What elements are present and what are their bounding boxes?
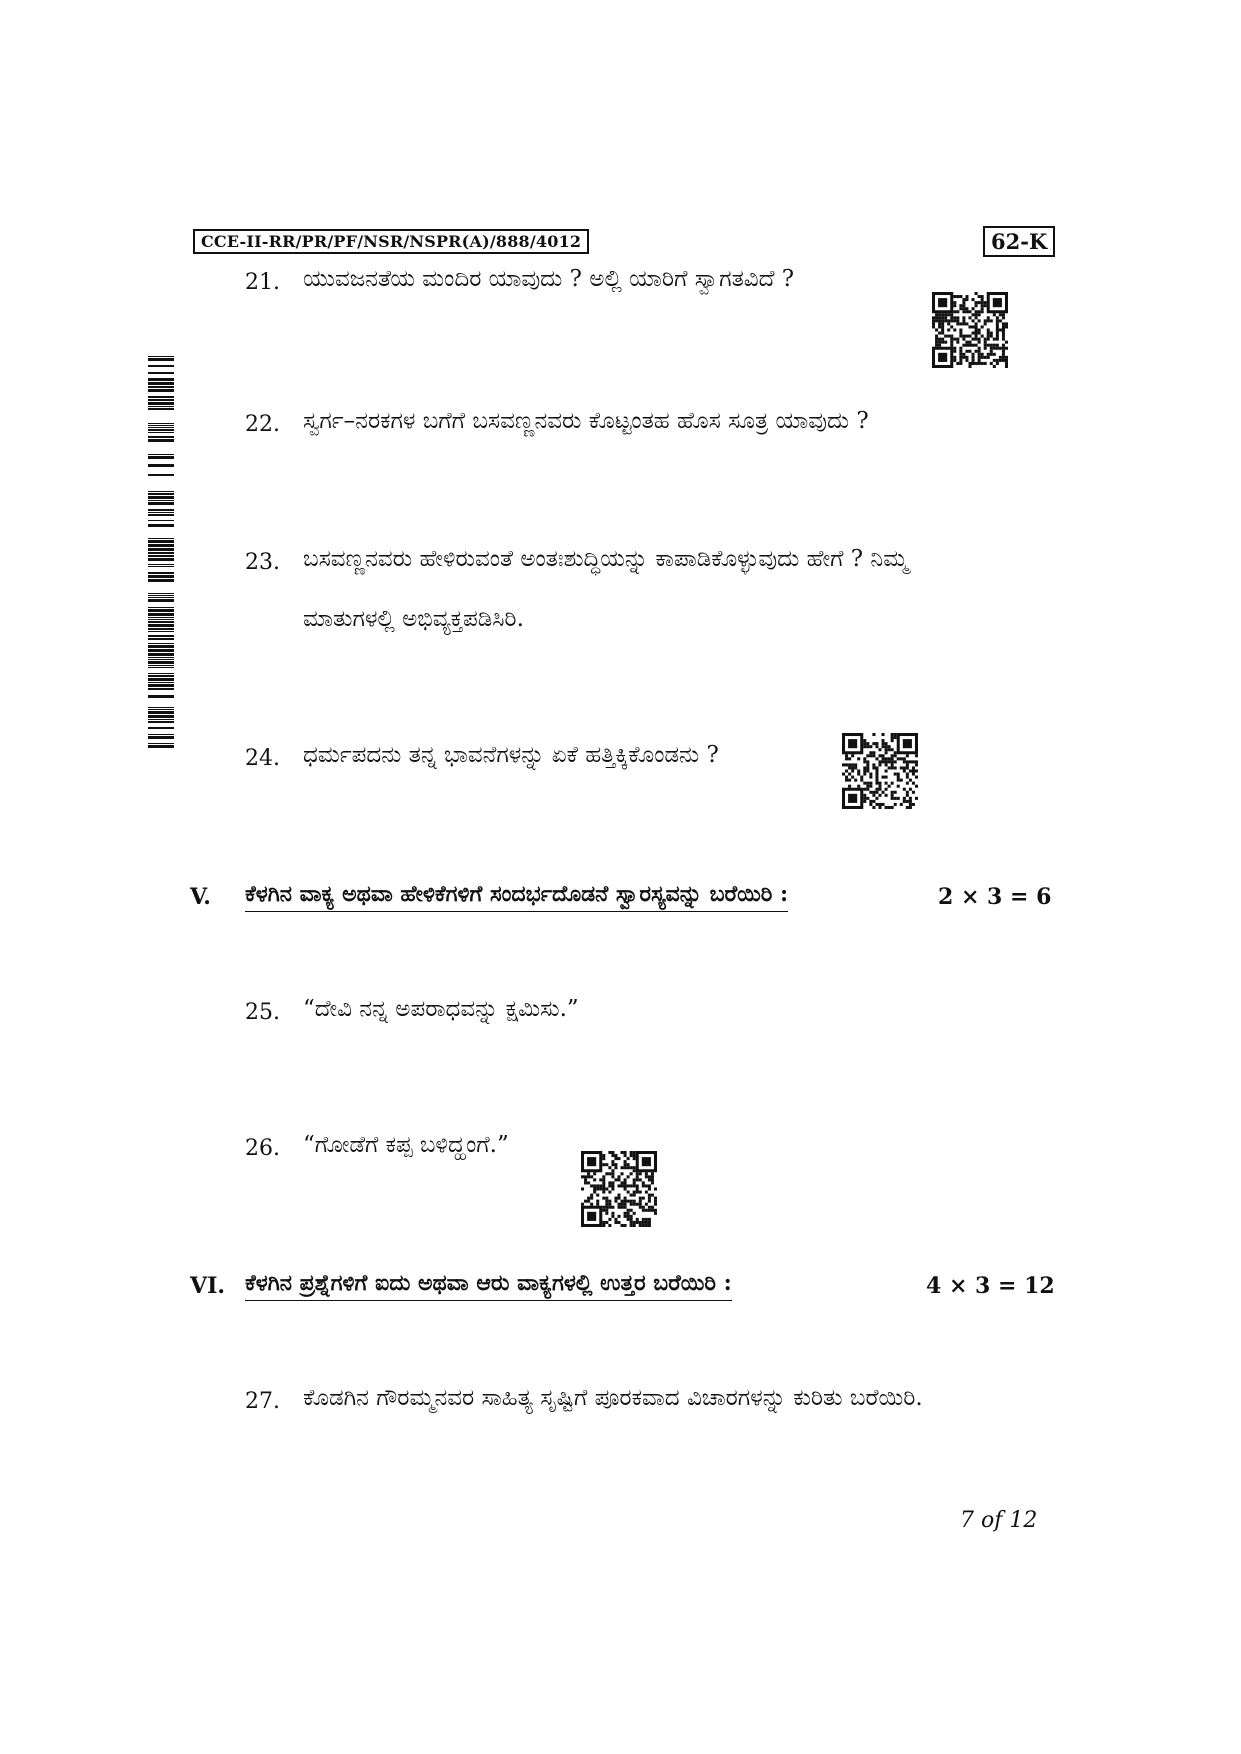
section-instruction: ಕೆಳಗಿನ ಪ್ರಶ್ನೆಗಳಿಗೆ ಐದು ಅಥವಾ ಆರು ವಾಕ್ಯಗಳಲ್ಲಿ ಉತ್ತರ ಬರೆಯಿರಿ : xyxy=(245,1270,732,1301)
question-number: 22. xyxy=(245,412,280,437)
question-text: ಧರ್ಮಪದನು ತನ್ನ ಭಾವನೆಗಳನ್ನು ಏಕೆ ಹತ್ತಿಕ್ಕಿಕೊಂಡನು ? xyxy=(303,742,719,768)
qr-code-icon xyxy=(932,292,1008,368)
question-text: ಯುವಜನತೆಯ ಮಂದಿರ ಯಾವುದು ? ಅಲ್ಲಿ ಯಾರಿಗೆ ಸ್ವಾಗತವಿದೆ ? xyxy=(303,266,795,292)
question-number: 24. xyxy=(245,746,280,771)
question-number: 26. xyxy=(245,1136,280,1161)
qr-code-icon xyxy=(842,733,918,809)
section-marks: 4 × 3 = 12 xyxy=(926,1273,1055,1299)
section-number: VI. xyxy=(190,1273,226,1299)
question-text: ಸ್ವರ್ಗ–ನರಕಗಳ ಬಗೆಗೆ ಬಸವಣ್ಣನವರು ಕೊಟ್ಟಂತಹ ಹೊಸ ಸೂತ್ರ ಯಾವುದು ? xyxy=(303,408,869,434)
paper-number: 62-K xyxy=(983,226,1055,257)
question-text: ಬಸವಣ್ಣನವರು ಹೇಳಿರುವಂತೆ ಅಂತಃಶುದ್ಧಿಯನ್ನು ಕಾಪಾಡಿಕೊಳ್ಳುವುದು ಹೇಗೆ ? ನಿಮ್ಮ xyxy=(303,546,909,572)
question-number: 21. xyxy=(245,270,280,295)
page-number: 7 of 12 xyxy=(960,1508,1038,1533)
barcode-icon xyxy=(148,352,174,748)
question-text: ಕೊಡಗಿನ ಗೌರಮ್ಮನವರ ಸಾಹಿತ್ಯ ಸೃಷ್ಟಿಗೆ ಪೂರಕವಾದ ವಿಚಾರಗಳನ್ನು ಕುರಿತು ಬರೆಯಿರಿ. xyxy=(303,1385,923,1411)
question-number: 23. xyxy=(245,550,280,575)
question-text-continued: ಮಾತುಗಳಲ್ಲಿ ಅಭಿವ್ಯಕ್ತಪಡಿಸಿರಿ. xyxy=(303,606,524,632)
section-number: V. xyxy=(190,884,211,910)
section-marks: 2 × 3 = 6 xyxy=(938,884,1052,910)
qr-code-icon xyxy=(581,1151,657,1227)
question-number: 27. xyxy=(245,1389,280,1414)
section-instruction: ಕೆಳಗಿನ ವಾಕ್ಯ ಅಥವಾ ಹೇಳಿಕೆಗಳಿಗೆ ಸಂದರ್ಭದೊಡನೆ ಸ್ವಾರಸ್ಯವನ್ನು ಬರೆಯಿರಿ : xyxy=(245,881,788,912)
question-number: 25. xyxy=(245,1000,280,1025)
question-text: “ದೇವಿ ನನ್ನ ಅಪರಾಧವನ್ನು ಕ್ಷಮಿಸು.” xyxy=(303,996,579,1022)
question-text: “ಗೋಡೆಗೆ ಕಪ್ಪ ಬಳಿದ್ಹಂಗೆ.” xyxy=(303,1132,509,1158)
question-paper-code: CCE-II-RR/PR/PF/NSR/NSPR(A)/888/4012 xyxy=(193,229,589,254)
